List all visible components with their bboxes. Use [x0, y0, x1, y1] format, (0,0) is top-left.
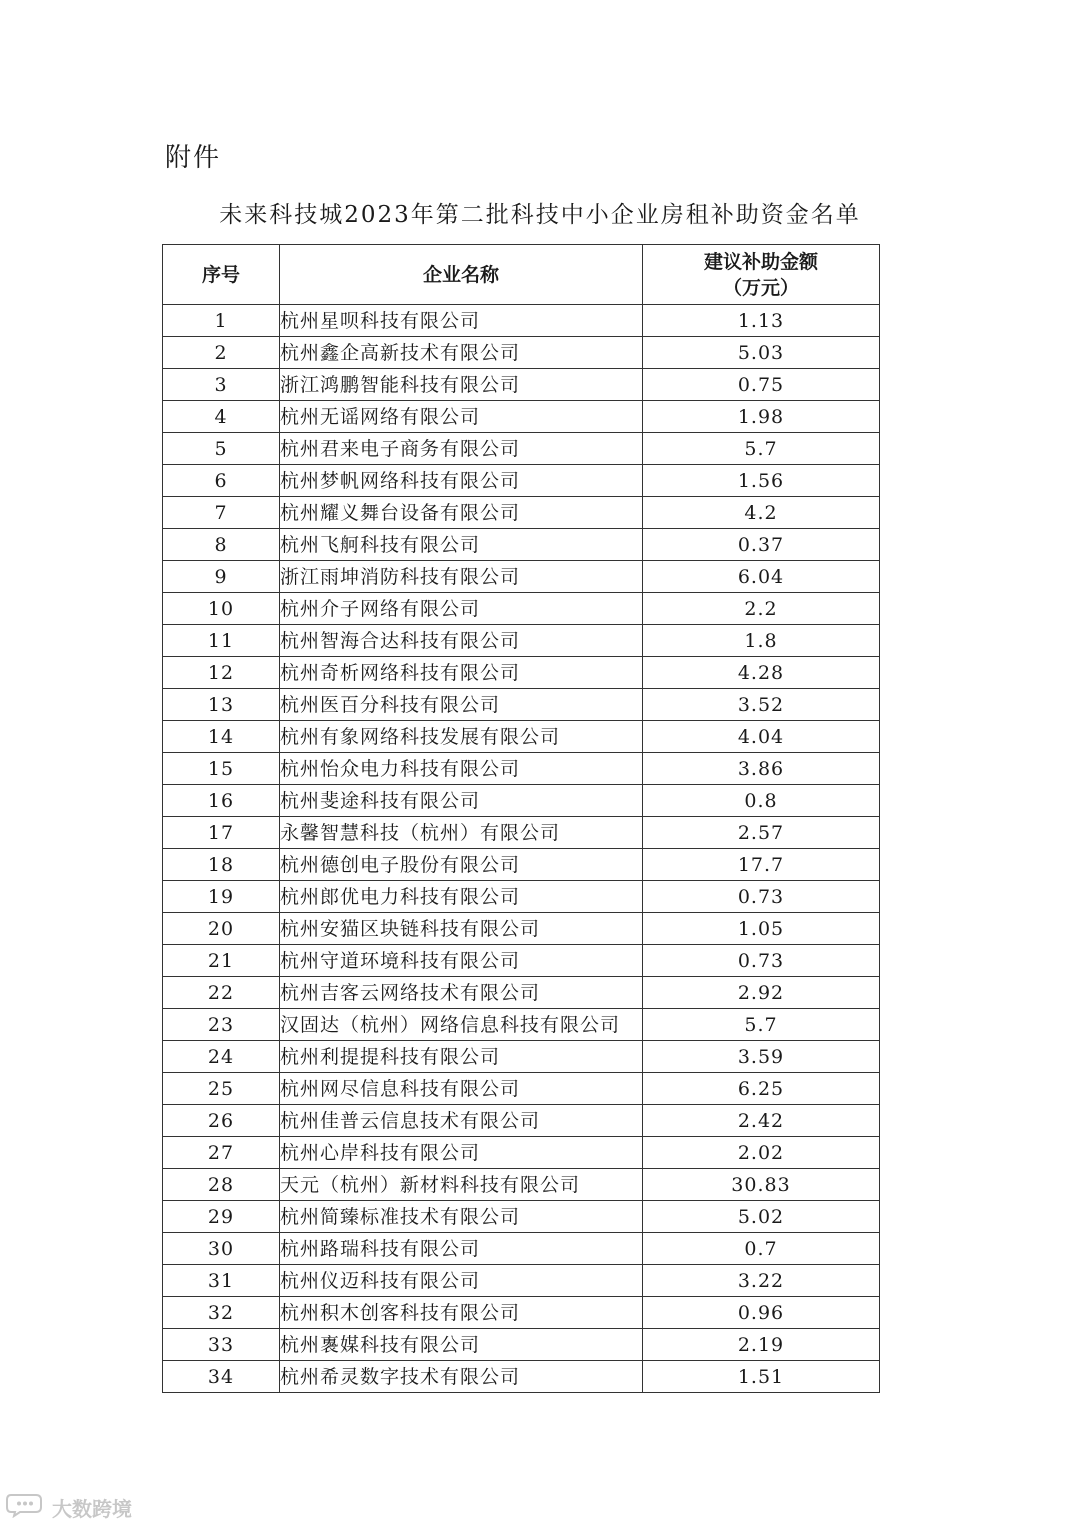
cell-subsidy-amount: 0.7: [643, 1233, 880, 1265]
cell-serial-number: 27: [163, 1137, 280, 1169]
table-row: [163, 1137, 880, 1169]
cell-subsidy-amount: 1.05: [643, 913, 880, 945]
table-row: [163, 721, 880, 753]
cell-serial-number: 18: [163, 849, 280, 881]
cell-serial-number: 8: [163, 529, 280, 561]
cell-company-name: 杭州路瑞科技有限公司: [280, 1233, 643, 1265]
cell-subsidy-amount: 1.13: [643, 305, 880, 337]
table-row: [163, 689, 880, 721]
cell-subsidy-amount: 4.04: [643, 721, 880, 753]
cell-serial-number: 25: [163, 1073, 280, 1105]
cell-subsidy-amount: 17.7: [643, 849, 880, 881]
cell-subsidy-amount: 0.96: [643, 1297, 880, 1329]
table-row: [163, 305, 880, 337]
cell-company-name: 杭州飞舸科技有限公司: [280, 529, 643, 561]
cell-serial-number: 22: [163, 977, 280, 1009]
cell-company-name: 永馨智慧科技（杭州）有限公司: [280, 817, 643, 849]
cell-serial-number: 12: [163, 657, 280, 689]
watermark-text: 大数跨境: [52, 1497, 132, 1521]
cell-company-name: 浙江雨坤消防科技有限公司: [280, 561, 643, 593]
table-row: [163, 1073, 880, 1105]
watermark: [6, 1492, 132, 1523]
cell-subsidy-amount: 2.92: [643, 977, 880, 1009]
cell-subsidy-amount: 0.73: [643, 945, 880, 977]
header-subsidy-amount: [643, 245, 880, 305]
cell-serial-number: 17: [163, 817, 280, 849]
cell-serial-number: 28: [163, 1169, 280, 1201]
cell-subsidy-amount: 3.59: [643, 1041, 880, 1073]
table-row: [163, 401, 880, 433]
cell-subsidy-amount: 30.83: [643, 1169, 880, 1201]
cell-company-name: 杭州智海合达科技有限公司: [280, 625, 643, 657]
table-row: [163, 881, 880, 913]
cell-company-name: 杭州怡众电力科技有限公司: [280, 753, 643, 785]
table-row: [163, 529, 880, 561]
cell-company-name: 杭州简臻标准技术有限公司: [280, 1201, 643, 1233]
cell-serial-number: 32: [163, 1297, 280, 1329]
cell-subsidy-amount: 6.04: [643, 561, 880, 593]
cell-subsidy-amount: 1.51: [643, 1361, 880, 1393]
cell-serial-number: 15: [163, 753, 280, 785]
table-row: [163, 337, 880, 369]
document-title: 未来科技城2023年第二批科技中小企业房租补助资金名单: [219, 202, 861, 228]
table-row: [163, 369, 880, 401]
cell-company-name: 杭州希灵数字技术有限公司: [280, 1361, 643, 1393]
cell-company-name: 汉固达（杭州）网络信息科技有限公司: [280, 1009, 643, 1041]
cell-company-name: 杭州心岸科技有限公司: [280, 1137, 643, 1169]
table-row: [163, 1329, 880, 1361]
header-company-name: 企业名称: [280, 245, 643, 305]
table-row: [163, 1297, 880, 1329]
table-row: [163, 657, 880, 689]
cell-serial-number: 26: [163, 1105, 280, 1137]
header-amount-line1: 建议补助金额: [703, 250, 818, 273]
attachment-label: 附件: [165, 143, 222, 173]
cell-serial-number: 3: [163, 369, 280, 401]
table-row: [163, 977, 880, 1009]
cell-serial-number: 34: [163, 1361, 280, 1393]
cell-serial-number: 2: [163, 337, 280, 369]
table-row: [163, 1169, 880, 1201]
table-row: [163, 433, 880, 465]
table-row: [163, 497, 880, 529]
subsidy-table: [162, 244, 880, 1393]
cell-subsidy-amount: 4.28: [643, 657, 880, 689]
cell-company-name: 杭州网尽信息科技有限公司: [280, 1073, 643, 1105]
cell-serial-number: 5: [163, 433, 280, 465]
cell-company-name: 杭州鑫企高新技术有限公司: [280, 337, 643, 369]
table-row: [163, 1009, 880, 1041]
cell-company-name: 杭州仪迈科技有限公司: [280, 1265, 643, 1297]
cell-serial-number: 16: [163, 785, 280, 817]
cell-subsidy-amount: 1.56: [643, 465, 880, 497]
cell-company-name: 杭州星呗科技有限公司: [280, 305, 643, 337]
cell-subsidy-amount: 5.7: [643, 1009, 880, 1041]
cell-serial-number: 9: [163, 561, 280, 593]
chat-bubble-logo-icon: [6, 1492, 46, 1523]
cell-company-name: 杭州有象网络科技发展有限公司: [280, 721, 643, 753]
table-row: [163, 785, 880, 817]
cell-subsidy-amount: 0.8: [643, 785, 880, 817]
cell-subsidy-amount: 1.98: [643, 401, 880, 433]
cell-subsidy-amount: 0.37: [643, 529, 880, 561]
cell-subsidy-amount: 4.2: [643, 497, 880, 529]
cell-subsidy-amount: 0.73: [643, 881, 880, 913]
cell-company-name: 浙江鸿鹏智能科技有限公司: [280, 369, 643, 401]
cell-subsidy-amount: 3.52: [643, 689, 880, 721]
cell-company-name: 杭州积木创客科技有限公司: [280, 1297, 643, 1329]
cell-serial-number: 29: [163, 1201, 280, 1233]
table-row: [163, 625, 880, 657]
cell-serial-number: 19: [163, 881, 280, 913]
cell-serial-number: 13: [163, 689, 280, 721]
cell-company-name: 杭州安猫区块链科技有限公司: [280, 913, 643, 945]
cell-company-name: 杭州德创电子股份有限公司: [280, 849, 643, 881]
cell-serial-number: 11: [163, 625, 280, 657]
table-row: [163, 1041, 880, 1073]
cell-serial-number: 10: [163, 593, 280, 625]
cell-company-name: 杭州守道环境科技有限公司: [280, 945, 643, 977]
cell-company-name: 杭州医百分科技有限公司: [280, 689, 643, 721]
cell-subsidy-amount: 3.86: [643, 753, 880, 785]
cell-serial-number: 21: [163, 945, 280, 977]
cell-serial-number: 7: [163, 497, 280, 529]
cell-subsidy-amount: 6.25: [643, 1073, 880, 1105]
cell-serial-number: 4: [163, 401, 280, 433]
table-row: [163, 1265, 880, 1297]
table-row: [163, 817, 880, 849]
cell-serial-number: 1: [163, 305, 280, 337]
header-amount-unit: （万元）: [722, 276, 799, 299]
table-row: [163, 1105, 880, 1137]
cell-subsidy-amount: 5.7: [643, 433, 880, 465]
cell-company-name: 杭州利提提科技有限公司: [280, 1041, 643, 1073]
table-row: [163, 561, 880, 593]
table-row: [163, 849, 880, 881]
cell-subsidy-amount: 5.03: [643, 337, 880, 369]
cell-company-name: 杭州褢媒科技有限公司: [280, 1329, 643, 1361]
table-row: [163, 593, 880, 625]
cell-serial-number: 20: [163, 913, 280, 945]
cell-company-name: 杭州斐途科技有限公司: [280, 785, 643, 817]
cell-subsidy-amount: 2.19: [643, 1329, 880, 1361]
cell-subsidy-amount: 5.02: [643, 1201, 880, 1233]
cell-serial-number: 31: [163, 1265, 280, 1297]
cell-company-name: 杭州无谣网络有限公司: [280, 401, 643, 433]
cell-company-name: 杭州郎优电力科技有限公司: [280, 881, 643, 913]
cell-subsidy-amount: 2.57: [643, 817, 880, 849]
cell-subsidy-amount: 0.75: [643, 369, 880, 401]
cell-serial-number: 33: [163, 1329, 280, 1361]
cell-subsidy-amount: 2.42: [643, 1105, 880, 1137]
cell-serial-number: 24: [163, 1041, 280, 1073]
cell-company-name: 杭州介子网络有限公司: [280, 593, 643, 625]
cell-subsidy-amount: 2.02: [643, 1137, 880, 1169]
cell-serial-number: 23: [163, 1009, 280, 1041]
cell-subsidy-amount: 3.22: [643, 1265, 880, 1297]
table-row: [163, 945, 880, 977]
cell-subsidy-amount: 1.8: [643, 625, 880, 657]
cell-company-name: 杭州梦帆网络科技有限公司: [280, 465, 643, 497]
cell-company-name: 杭州奇析网络科技有限公司: [280, 657, 643, 689]
table-row: [163, 465, 880, 497]
cell-serial-number: 30: [163, 1233, 280, 1265]
cell-company-name: 杭州耀义舞台设备有限公司: [280, 497, 643, 529]
table-header-row: [163, 245, 880, 305]
cell-company-name: 杭州吉客云网络技术有限公司: [280, 977, 643, 1009]
cell-company-name: 天元（杭州）新材料科技有限公司: [280, 1169, 643, 1201]
table-row: [163, 753, 880, 785]
table-row: [163, 1361, 880, 1393]
table-body: [163, 305, 880, 1393]
cell-serial-number: 6: [163, 465, 280, 497]
cell-company-name: 杭州君来电子商务有限公司: [280, 433, 643, 465]
cell-subsidy-amount: 2.2: [643, 593, 880, 625]
cell-serial-number: 14: [163, 721, 280, 753]
table-row: [163, 1201, 880, 1233]
cell-company-name: 杭州佳普云信息技术有限公司: [280, 1105, 643, 1137]
table-row: [163, 913, 880, 945]
header-serial-number: 序号: [163, 245, 280, 305]
table-row: [163, 1233, 880, 1265]
